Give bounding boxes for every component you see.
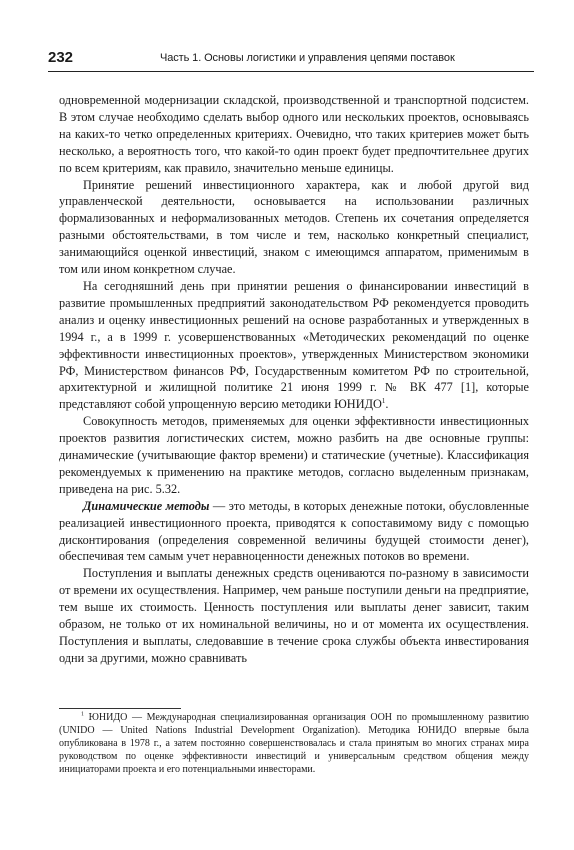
body-text	[59, 92, 529, 667]
footnote	[59, 711, 529, 776]
footnote-rule	[59, 708, 181, 709]
paragraph-1: одновременной модернизации складской, производственной и транспортной подсистем. В этом случае необходимо сделать выбор одного или нескольких проектов, основываясь на каких-то четко определенных критериях. Очевидно, что таких критериев может быть несколько, а вероятность того, что какой-то один проект будет предпочтительнее других по всем критериям, как правило, значительно меньше единицы.	[59, 93, 529, 175]
paragraph-3-text: На сегодняшний день при принятии решения о финансировании инвестиций в развитие промышленных предприятий законодательством РФ рекомендуется проводить анализ и оценку инвестиционных решений на основе разработанных и утвержденных в 1994 г., а в 1999 г. усовершенствованных «Методических рекомендаций по оценке эффективности инвестиционных проектов», утвержденных Министерством экономики РФ, Министерством финансов РФ, Государственным комитетом РФ по строительной, архитектурной и жилищной политике 21 июня 1999 г. № ВК 477 [1], которые представляют собой упрощенную версию методики ЮНИДО	[59, 278, 529, 412]
header-rule	[48, 71, 534, 72]
paragraph-3	[59, 278, 529, 413]
footnote-reference[interactable]: 1	[381, 397, 386, 406]
paragraph-5	[59, 498, 529, 566]
paragraph-5-text: — это методы, в которых денежные потоки, обусловленные реализацией инвестиционного проекта, приводятся к сопоставимому виду с помощью дисконтирования (определения современной величины будущей стоимости денег), обеспечивая тем самым учет неравноценности денежных потоков во времени.	[59, 498, 530, 564]
page-header	[48, 44, 534, 72]
term-dynamic-methods: Динамические методы	[83, 498, 210, 513]
footnote-marker: 1	[81, 711, 84, 718]
footnote-text: ЮНИДО — Международная специализированная организация ООН по промышленному развитию (UNIDO — United Nations Industrial Development Organization). Методика ЮНИДО впервые была опубликована в 1978 г., а затем постоянно совершенствовалась и стала принятым во многих странах мира руководством по оценке эффективности инвестиций и универсальным средством общения между инициаторами проекта и его потенциальными инвесторами.	[59, 712, 529, 775]
running-title: Часть 1. Основы логистики и управления цепями поставок	[160, 52, 455, 64]
paragraph-2: Принятие решений инвестиционного характера, как и любой другой вид управленческой деятельности, основывается на использовании различных формализованных и неформализованных методов. Степень их сочетания определяется разными обстоятельствами, в том числе и тем, насколько конкретный специалист, занимающийся оценкой инвестиций, знаком с имеющимся аппаратом, применимым в том или ином конкретном случае.	[59, 177, 529, 277]
paragraph-6: Поступления и выплаты денежных средств оцениваются по-разному в зависимости от времени их осуществления. Например, чем раньше поступили деньги на предприятие, тем выше их стоимость. Ценность поступления или выплаты денег зависит, таким образом, не только от их номинальной величины, но и от момента их осуществления. Поступления и выплаты, следовавшие в течение срока службы объекта инвестирования одни за другими, можно сравнивать	[59, 566, 529, 665]
paragraph-3-end: .	[385, 397, 389, 412]
page-number: 232	[48, 49, 74, 66]
paragraph-4: Совокупность методов, применяемых для оценки эффективности инвестиционных проектов развития логистических систем, можно разбить на две основные группы: динамические (учитывающие фактор времени) и статические (учетные). Классификация рекомендуемых к применению на практике методов, согласно выделенным признакам, приведена на рис. 5.32.	[59, 414, 529, 496]
